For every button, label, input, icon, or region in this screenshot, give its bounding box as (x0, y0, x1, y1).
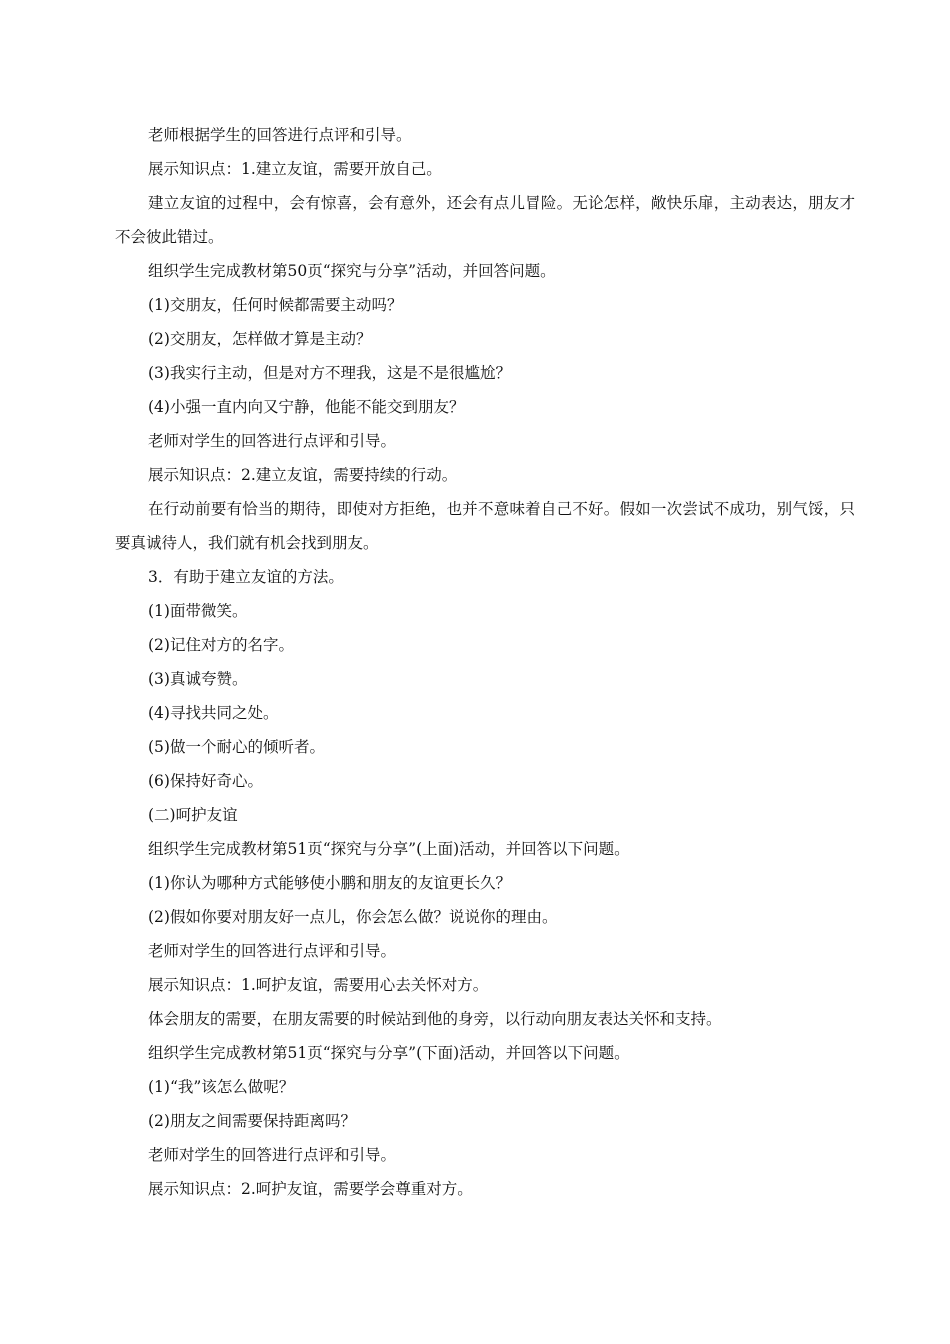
method-item: (5)做一个耐心的倾听者。 (148, 738, 325, 756)
method-item: (1)面带微笑。 (148, 602, 248, 620)
question-item: (1)交朋友，任何时候都需要主动吗？ (148, 296, 403, 314)
paragraph: 展示知识点：2.呵护友谊，需要学会尊重对方。 (148, 1180, 473, 1198)
paragraph: 展示知识点：1.建立友谊，需要开放自己。 (148, 160, 442, 178)
paragraph: 组织学生完成教材第51页“探究与分享”(上面)活动，并回答以下问题。 (148, 840, 630, 858)
question-item: (4)小强一直内向又宁静，他能不能交到朋友？ (148, 398, 465, 416)
paragraph: 老师对学生的回答进行点评和引导。 (148, 1146, 397, 1164)
paragraph: 体会朋友的需要，在朋友需要的时候站到他的身旁，以行动向朋友表达关怀和支持。 (148, 1010, 722, 1028)
method-item: (3)真诚夸赞。 (148, 670, 248, 688)
paragraph: 展示知识点：2.建立友谊，需要持续的行动。 (148, 466, 458, 484)
paragraph: 老师对学生的回答进行点评和引导。 (148, 432, 397, 450)
method-item: (6)保持好奇心。 (148, 772, 263, 790)
paragraph: 老师根据学生的回答进行点评和引导。 (148, 126, 412, 144)
question-item: (2)朋友之间需要保持距离吗？ (148, 1112, 356, 1130)
paragraph: 老师对学生的回答进行点评和引导。 (148, 942, 397, 960)
method-item: (4)寻找共同之处。 (148, 704, 279, 722)
question-item: (3)我实行主动，但是对方不理我，这是不是很尴尬？ (148, 364, 511, 382)
question-item: (2)交朋友，怎样做才算是主动？ (148, 330, 372, 348)
paragraph: 建立友谊的过程中，会有惊喜，会有意外，还会有点儿冒险。无论怎样，敞快乐扉，主动表达，朋友才不会彼此错过。 (115, 194, 855, 246)
section-heading: (二)呵护友谊 (148, 806, 238, 824)
question-item: (1)“我”该怎么做呢？ (148, 1078, 295, 1096)
question-item: (1)你认为哪种方式能够使小鹏和朋友的友谊更长久？ (148, 874, 511, 892)
method-item: (2)记住对方的名字。 (148, 636, 294, 654)
question-item: (2)假如你要对朋友好一点儿，你会怎么做？说说你的理由。 (148, 908, 558, 926)
paragraph: 在行动前要有恰当的期待，即使对方拒绝，也并不意味着自己不好。假如一次尝试不成功，别气馁，只要真诚待人，我们就有机会找到朋友。 (115, 500, 855, 552)
paragraph: 展示知识点：1.呵护友谊，需要用心去关怀对方。 (148, 976, 489, 994)
document-body (115, 118, 855, 1206)
paragraph: 组织学生完成教材第50页“探究与分享”活动，并回答问题。 (148, 262, 556, 280)
paragraph: 组织学生完成教材第51页“探究与分享”(下面)活动，并回答以下问题。 (148, 1044, 630, 1062)
section-heading: 3．有助于建立友谊的方法。 (148, 568, 344, 586)
